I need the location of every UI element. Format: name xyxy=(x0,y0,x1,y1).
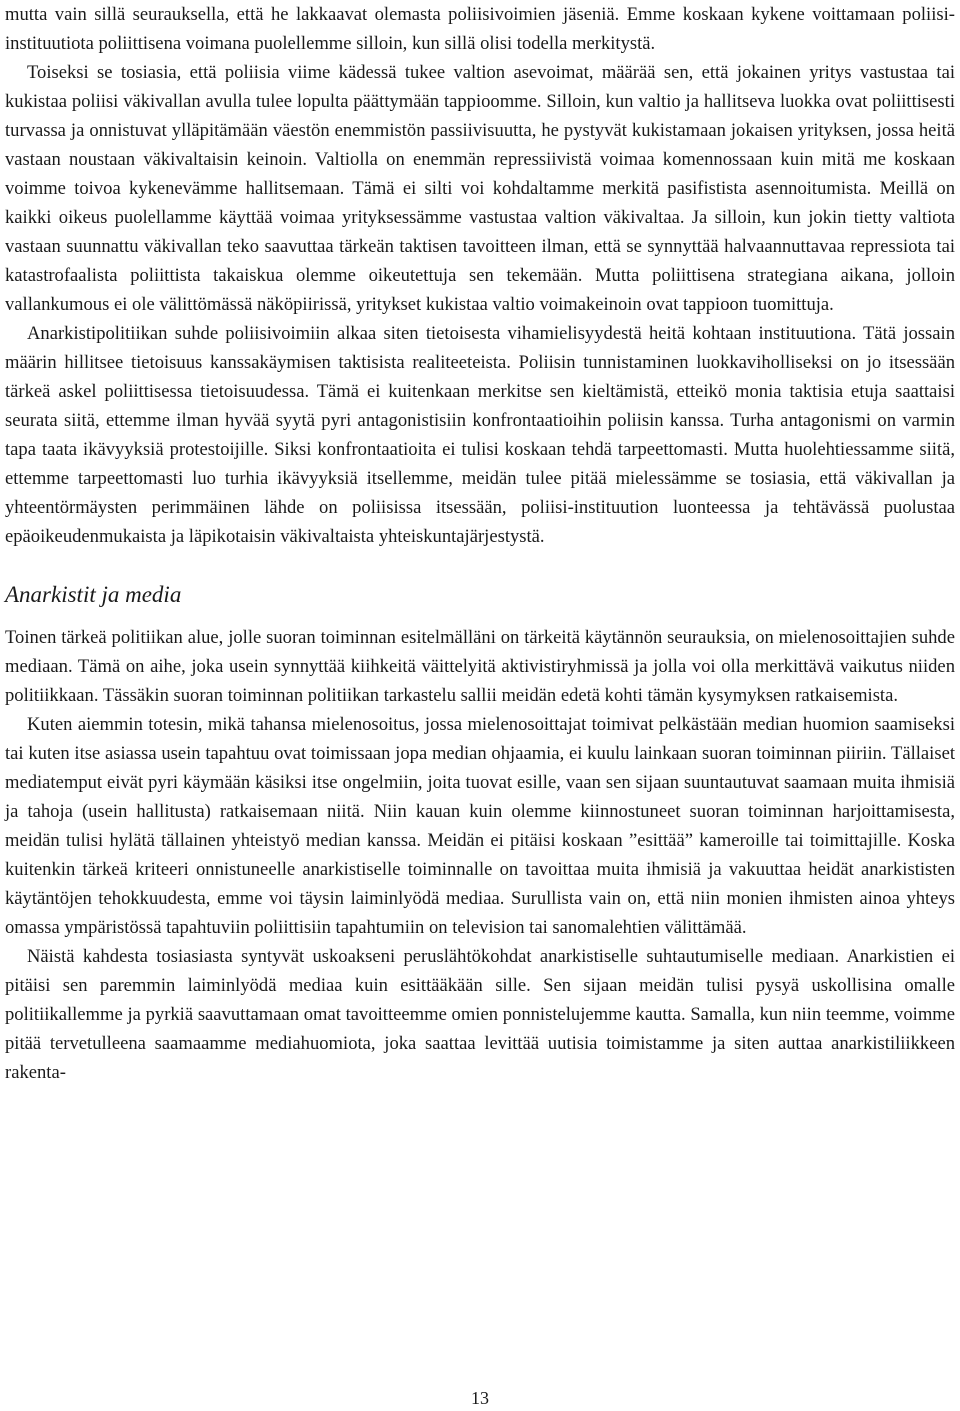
paragraph: Toinen tärkeä politiikan alue, jolle suoran toiminnan esitelmälläni on tärkeitä käytännön seurauksia, on mielenosoittajien suhde mediaan. Tämä on aihe, joka usein synnyttää kiihkeitä väittelyitä aktivistiryhmissä ja jolla voi olla merkittävä vaikutus niiden politiikkaan. Tässäkin suoran toiminnan politiikan tarkastelu sallii meidän edetä kohti tämän kysymyksen ratkaisemista. xyxy=(5,627,955,706)
page-number: 13 xyxy=(471,1388,489,1408)
paragraph: Toiseksi se tosiasia, että poliisia viime kädessä tukee valtion asevoimat, määrää sen, että jokainen yritys vastustaa tai kukistaa poliisi väkivallan avulla tulee lopulta päättymään tappioomme. Silloin, kun valtio ja hallitseva luokka ovat poliittisesti turvassa ja onnistuvat ylläpitämään väestön enemmistön passiivisuutta, he pystyvät kukistamaan jokaisen yrityksen, jossa heitä vastaan noustaan väkivaltaisin keinoin. Valtiolla on enemmän repressiivistä voimaa komennossaan kuin mitä me koskaan voimme toivoa kykenevämme hallitsemaan. Tämä ei silti voi kohdaltamme merkitä pasifistista asennoitumista. Meillä on kaikki oikeus puolellamme käyttää voimaa yrityksessämme vastustaa valtion väkivaltaa. Ja silloin, kun jokin tietty valtiota vastaan suunnattu väkivallan teko saavuttaa tärkeän taktisen tavoitteen ilman, että se synnyttää halvaannuttavaa repressiota tai katastrofaalista poliittista takaiskua olemme oikeutettuja sen tekemään. Mutta poliittisena strategiana aikana, jolloin vallankumous ei ole välittömässä näköpiirissä, yritykset kukistaa valtio voimakeinoin ovat tappioon tuomittuja. xyxy=(5,62,955,315)
section-heading: Anarkistit ja media xyxy=(5,582,182,607)
document-page xyxy=(5,0,955,1087)
paragraph: mutta vain sillä seurauksella, että he lakkaavat olemasta poliisivoimien jäseniä. Emme koskaan kykene voittamaan poliisi-instituutiota poliittisena voimana puolellemme silloin, kun sillä olisi todella merkitystä. xyxy=(5,4,955,54)
paragraph: Näistä kahdesta tosiasiasta syntyvät uskoakseni peruslähtökohdat anarkistiselle suhtautumiselle mediaan. Anarkistien ei pitäisi sen paremmin laiminlyödä mediaa kuin esittääkään sille. Sen sijaan meidän tulisi pysyä uskollisina omalle politiikallemme ja pyrkiä saavuttamaan omat tavoitteemme omien ponnistelujemme kautta. Samalla, kun niin teemme, voimme pitää tervetulleena saamaamme mediahuomiota, joka saattaa levittää uutisia toimistamme ja siten auttaa anarkistiliikkeen rakenta- xyxy=(5,946,955,1083)
paragraph: Kuten aiemmin totesin, mikä tahansa mielenosoitus, jossa mielenosoittajat toimivat pelkästään median huomion saamiseksi tai kuten itse asiassa usein tapahtuu ovat toimissaan jopa median ohjaamia, ei kuulu lainkaan suoran toiminnan piiriin. Tällaiset mediatemput eivät pyri käymään käsiksi itse ongelmiin, joita tuovat esille, vaan sen sijaan suuntautuvat saamaan muita ihmisiä ja tahoja (usein hallitusta) ratkaisemaan niitä. Niin kauan kuin olemme kiinnostuneet suoran toiminnan harjoittamisesta, meidän tulisi hylätä tällainen yhteistyö median kanssa. Meidän ei pitäisi koskaan ”esittää” kameroille tai toimittajille. Koska kuitenkin tärkeä kriteeri onnistuneelle anarkistiselle toiminnalle on tavoittaa muita ihmisiä ja vakuuttaa heidät anarkististen käytäntöjen tehokkuudesta, emme voi täysin laiminlyödä mediaa. Surullista vain on, että niin monien ihmisten ainoa yhteys omassa ympäristössä tapahtuviin poliittisiin tapahtumiin on television tai sanomalehtien välittämää. xyxy=(5,714,955,938)
paragraph: Anarkistipolitiikan suhde poliisivoimiin alkaa siten tietoisesta vihamielisyydestä heitä kohtaan instituutiona. Tätä jossain määrin hillitsee tietoisuus kanssakäymisen taktisista realiteeteista. Poliisin tunnistaminen luokkaviholliseksi on jo itsessään tärkeä askel poliittisessa tietoisuudessa. Tämä ei kuitenkaan merkitse sen kieltämistä, etteikö monia taktisia etuja saattaisi seurata siitä, ettemme ilman hyvää syytä pyri antagonistisiin konfrontaatioihin poliisin kanssa. Turha antagonismi on varmin tapa taata ikävyyksiä protestoijille. Siksi konfrontaatioita ei tulisi koskaan tehdä tarpeettomasti. Mutta huolehtiessamme siitä, ettemme tarpeettomasti luo turhia ikävyyksiä itsellemme, meidän tulee pitää mielessämme se tosiasia, että väkivallan ja yhteentörmäysten perimmäinen lähde on poliisissa itsessään, poliisi-instituution luonteessa ja tehtävässä puolustaa epäoikeudenmukaista ja läpikotaisin väkivaltaista yhteiskuntajärjestystä. xyxy=(5,323,955,547)
